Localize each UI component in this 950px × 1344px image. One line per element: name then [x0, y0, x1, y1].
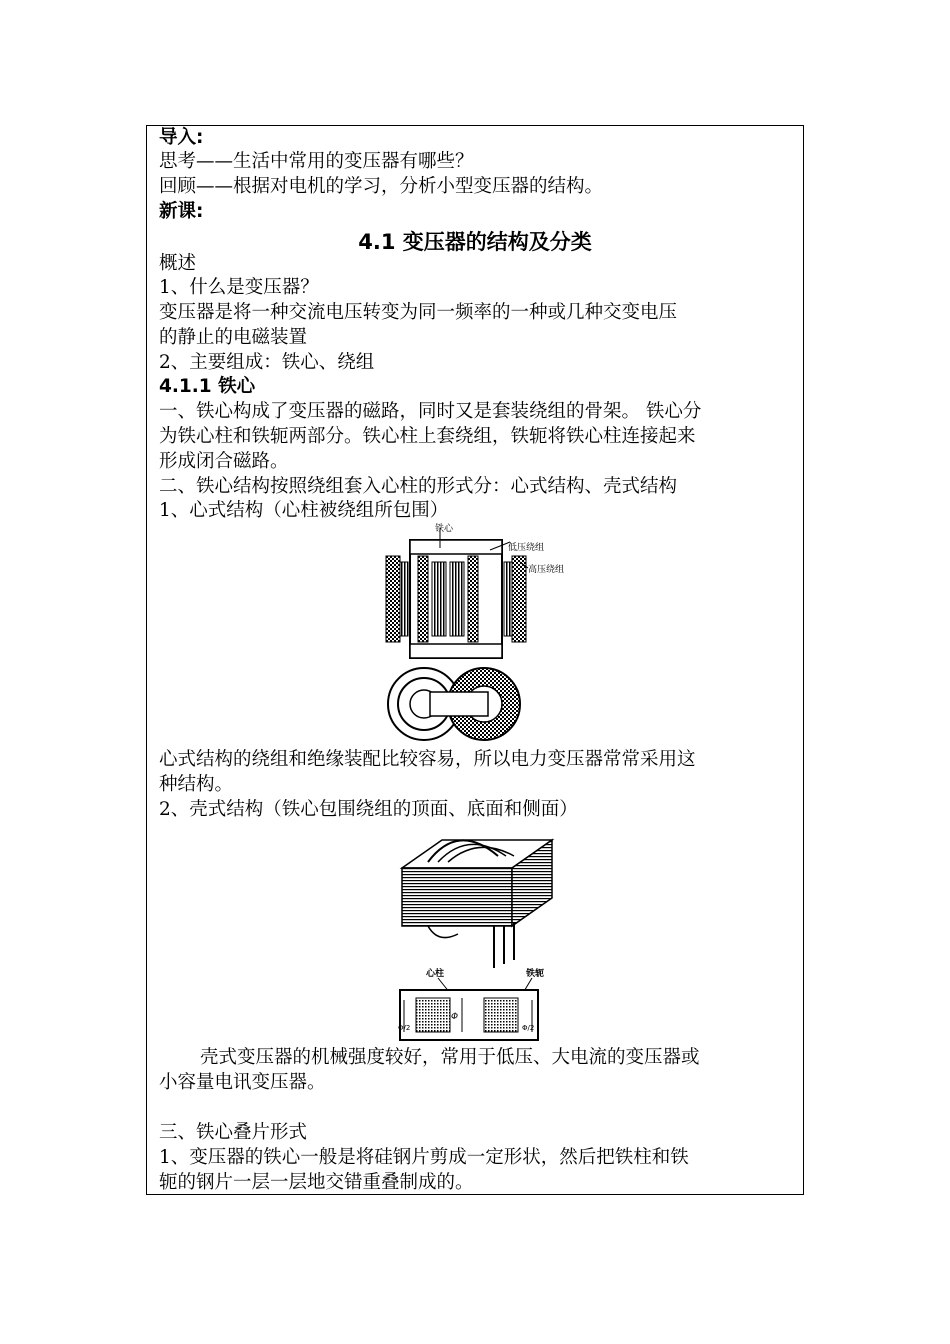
- lamination-para-1: 1、变压器的铁心一般是将硅钢片剪成一定形状，然后把铁柱和铁: [159, 1147, 689, 1168]
- core-type-desc-1: 心式结构的绕组和绝缘装配比较容易，所以电力变压器常常采用这: [159, 749, 696, 770]
- label-yoke: 铁轭: [526, 969, 545, 979]
- top-view: [388, 668, 520, 740]
- label-phi-half-left: Φ/2: [398, 1024, 411, 1032]
- shell-type-desc-1: 壳式变压器的机械强度较好，常用于低压、大电流的变压器或: [200, 1047, 700, 1068]
- shell-type-transformer-figure: [398, 826, 558, 1044]
- section-title: 4.1 变压器的结构及分类: [358, 230, 592, 254]
- shell-3d-view: [402, 840, 552, 968]
- label-phi: Φ: [451, 1012, 459, 1022]
- label-core: 铁心: [435, 524, 454, 534]
- label-limb: 心柱: [426, 969, 445, 979]
- intro-review: 回顾——根据对电机的学习，分析小型变压器的结构。: [159, 176, 604, 197]
- definition-line-1: 变压器是将一种交流电压转变为同一频率的一种或几种交变电压: [159, 302, 678, 323]
- core-para-2: 为铁心柱和铁轭两部分。铁心柱上套绕组，铁轭将铁心柱连接起来: [159, 426, 696, 447]
- label-phi-half-right: Φ/2: [522, 1024, 535, 1032]
- shell-type-heading: 2、壳式结构（铁心包围绕组的顶面、底面和侧面）: [159, 799, 578, 820]
- lamination-para-2: 轭的钢片一层一层地交错重叠制成的。: [159, 1172, 474, 1193]
- core-structure-types: 二、铁心结构按照绕组套入心柱的形式分：心式结构、壳式结构: [159, 476, 678, 497]
- shell-section-view: [400, 990, 538, 1040]
- core-para-1: 一、铁心构成了变压器的磁路，同时又是套装绕组的骨架。 铁心分: [159, 401, 702, 422]
- core-para-3: 形成闭合磁路。: [159, 451, 289, 472]
- lamination-heading: 三、铁心叠片形式: [159, 1122, 308, 1143]
- core-type-desc-2: 种结构。: [159, 774, 234, 795]
- main-components: 2、主要组成：铁心、绕组: [159, 352, 375, 373]
- front-view: [386, 528, 528, 658]
- label-high-voltage-winding: 高压绕组: [528, 565, 565, 575]
- new-lesson-heading: 新课:: [159, 201, 204, 222]
- definition-line-2: 的静止的电磁装置: [159, 327, 308, 348]
- core-type-transformer-figure: [380, 522, 570, 747]
- core-heading: 4.1.1 铁心: [159, 376, 256, 397]
- shell-type-desc-2: 小容量电讯变压器。: [159, 1072, 326, 1093]
- intro-heading: 导入:: [159, 127, 204, 148]
- question-what-is: 1、什么是变压器？: [159, 277, 319, 298]
- intro-think: 思考——生活中常用的变压器有哪些？: [159, 151, 474, 172]
- label-low-voltage-winding: 低压绕组: [508, 543, 545, 553]
- core-type-heading: 1、心式结构（心柱被绕组所包围）: [159, 500, 449, 521]
- overview-heading: 概述: [159, 253, 197, 274]
